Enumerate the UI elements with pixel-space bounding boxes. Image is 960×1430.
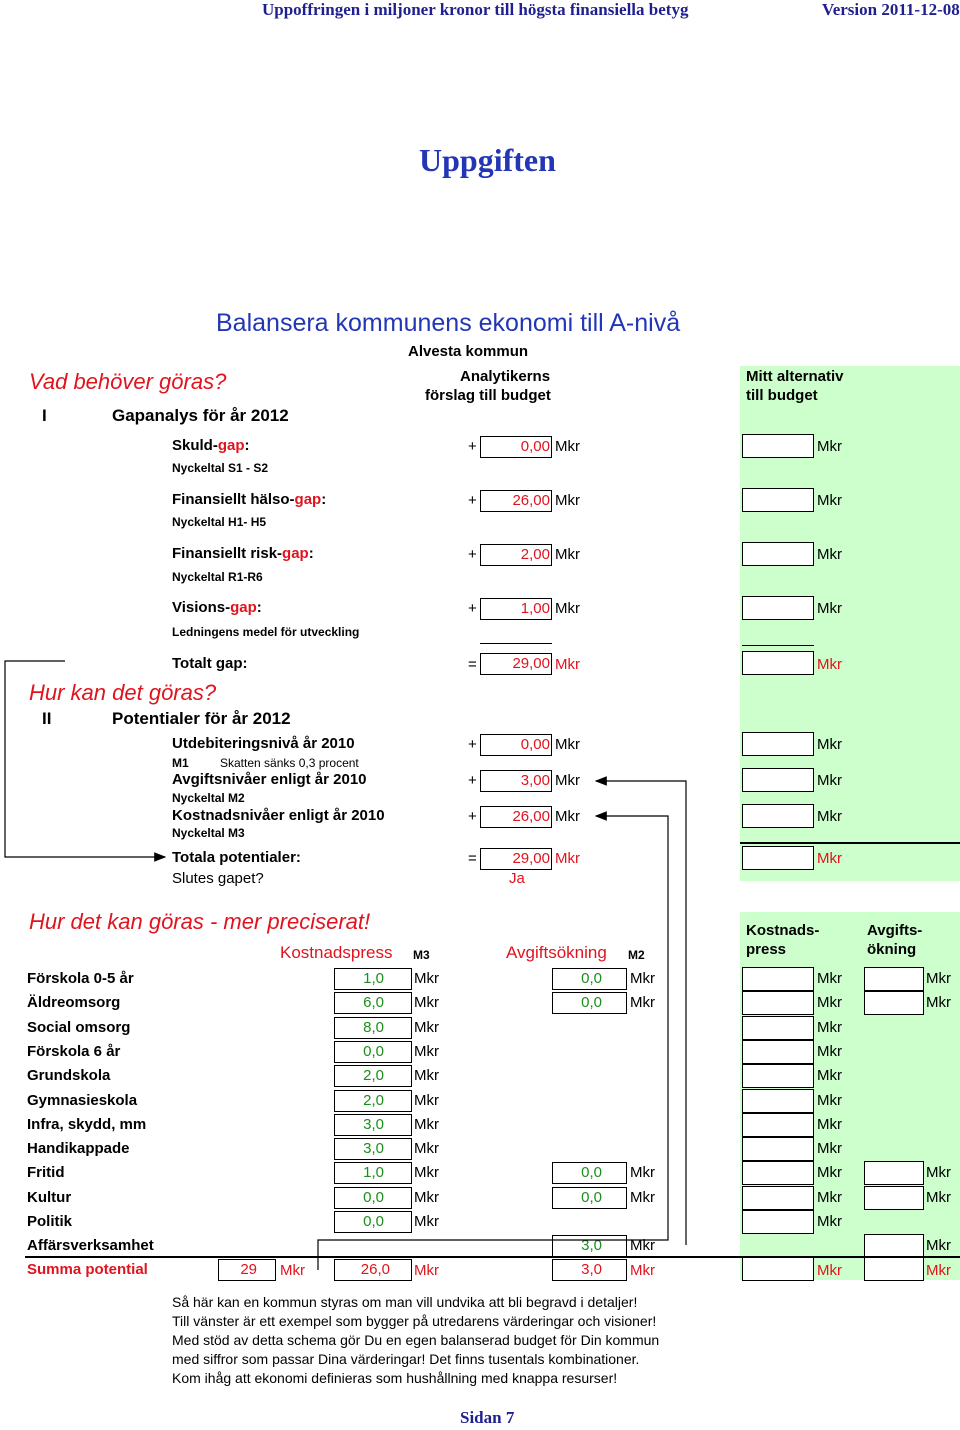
cost-unit: Mkr [414, 1019, 439, 1036]
note-line: Så här kan en kommun styras om man vill undvika att bli begravd i detaljer! [172, 1294, 638, 1310]
gap-sub: Nyckeltal S1 - S2 [172, 461, 269, 475]
detail-label: Förskola 0-5 år [27, 970, 134, 987]
fee-unit: Mkr [630, 1189, 655, 1206]
fee-unit: Mkr [630, 994, 655, 1011]
detail-label: Politik [27, 1213, 73, 1230]
sum-cost-unit: Mkr [414, 1262, 439, 1279]
cost-value: 3,0 [363, 1140, 384, 1157]
my-fee-unit: Mkr [926, 994, 951, 1011]
my-cost-unit: Mkr [817, 1019, 842, 1036]
m2-label: Nyckeltal M2 [172, 791, 245, 805]
fee-value: 0,0 [581, 1164, 602, 1181]
total-potential-op: = [468, 850, 477, 867]
gap-unit: Mkr [555, 600, 580, 617]
page-number: Sidan 7 [460, 1408, 515, 1427]
gap-value: 0,00 [520, 438, 550, 455]
section1-question: Vad behöver göras? [29, 369, 227, 394]
detail-label: Fritid [27, 1164, 65, 1181]
gap-unit: Mkr [555, 438, 580, 455]
my-potential-unit: Mkr [817, 808, 842, 825]
col-fee-code: M2 [628, 948, 645, 962]
header-title: Uppoffringen i miljoner kronor till högsta finansiella betyg [262, 0, 689, 19]
gap-colon: : [308, 545, 314, 562]
my-sum-fee-unit: Mkr [926, 1262, 951, 1279]
potential-value: 3,00 [520, 772, 550, 789]
potential-value: 26,00 [512, 808, 550, 825]
detail-label: Affärsverksamhet [27, 1237, 154, 1254]
col-my-fee-2: ökning [867, 941, 917, 958]
my-cost-unit: Mkr [817, 1043, 842, 1060]
gap-colon: : [321, 491, 327, 508]
fee-value: 0,0 [581, 970, 602, 987]
detail-label: Äldreomsorg [27, 994, 121, 1011]
m1-code: M1 [172, 756, 189, 770]
potential-value: 0,00 [520, 736, 550, 753]
section1-roman: I [42, 406, 47, 425]
gap-colon: : [256, 599, 262, 616]
col-my-fee-1: Avgifts- [867, 922, 923, 939]
cost-unit: Mkr [414, 1164, 439, 1181]
m1-text: Skatten sänks 0,3 procent [220, 756, 359, 770]
my-cost-unit: Mkr [817, 1092, 842, 1109]
detail-label: Förskola 6 år [27, 1043, 121, 1060]
gap-sub: Nyckeltal R1-R6 [172, 570, 263, 584]
cost-unit: Mkr [414, 970, 439, 987]
my-gap-unit: Mkr [817, 546, 842, 563]
my-fee-unit: Mkr [926, 970, 951, 987]
cost-unit: Mkr [414, 1092, 439, 1109]
gap-value: 1,00 [520, 600, 550, 617]
cost-value: 2,0 [363, 1067, 384, 1084]
cost-unit: Mkr [414, 1189, 439, 1206]
gap-to-potential-arrow [5, 661, 165, 857]
my-fee-unit: Mkr [926, 1189, 951, 1206]
potential-op: + [468, 736, 477, 753]
my-cost-unit: Mkr [817, 1140, 842, 1157]
col-my-cost-2: press [746, 941, 787, 958]
sum-total-unit: Mkr [280, 1262, 305, 1279]
gap-closed-label: Slutes gapet? [172, 870, 264, 887]
cost-value: 1,0 [363, 970, 384, 987]
total-gap-label: Totalt gap: [172, 655, 248, 672]
cost-unit: Mkr [414, 994, 439, 1011]
gap-value: 2,00 [520, 546, 550, 563]
sum-fee-value: 3,0 [581, 1261, 602, 1278]
total-potential-value: 29,00 [512, 850, 550, 867]
my-cost-unit: Mkr [817, 1213, 842, 1230]
col-my-cost-1: Kostnads- [746, 922, 820, 939]
section1-title: Gapanalys för år 2012 [112, 406, 289, 425]
section2-title: Potentialer för år 2012 [112, 709, 291, 728]
gap-value: 26,00 [512, 492, 550, 509]
section2-question: Hur kan det göras? [29, 680, 217, 705]
cost-value: 6,0 [363, 994, 384, 1011]
main-title: Balansera kommunens ekonomi till A-nivå [216, 309, 681, 337]
note-line: med siffror som passar Dina värderingar! Det finns tusentals kombinationer. [172, 1351, 640, 1367]
gap-label: Visions- [172, 599, 231, 616]
fee-value: 3,0 [581, 1237, 602, 1254]
gap-colon: : [244, 437, 250, 454]
cost-unit: Mkr [414, 1067, 439, 1084]
col-mine-1: Mitt alternativ [746, 368, 844, 385]
gap-op: + [468, 492, 477, 509]
sum-fee-unit: Mkr [630, 1262, 655, 1279]
my-sum-cost-unit: Mkr [817, 1262, 842, 1279]
total-potential-label: Totala potentialer: [172, 849, 301, 866]
potential-label: Kostnadsnivåer enligt år 2010 [172, 807, 385, 824]
cost-value: 0,0 [363, 1213, 384, 1230]
detail-label: Social omsorg [27, 1019, 131, 1036]
cost-unit: Mkr [414, 1043, 439, 1060]
potential-op: + [468, 772, 477, 789]
my-cost-unit: Mkr [817, 1164, 842, 1181]
my-total-potential-unit: Mkr [817, 850, 842, 867]
col-mine-2: till budget [746, 387, 818, 404]
cost-value: 2,0 [363, 1092, 384, 1109]
fee-link-arrow [596, 781, 686, 1245]
fee-unit: Mkr [630, 1237, 655, 1254]
my-potential-unit: Mkr [817, 772, 842, 789]
fee-value: 0,0 [581, 1189, 602, 1206]
gap-label: Skuld- [172, 437, 218, 454]
note-line: Till vänster är ett exempel som bygger på utredarens värderingar och visioner! [172, 1313, 657, 1329]
fee-unit: Mkr [630, 970, 655, 987]
cost-value: 3,0 [363, 1116, 384, 1133]
col-cost-title: Kostnadspress [280, 943, 393, 962]
cost-link-arrow [318, 816, 668, 1270]
fee-value: 0,0 [581, 994, 602, 1011]
cost-unit: Mkr [414, 1116, 439, 1133]
potential-label: Utdebiteringsnivå år 2010 [172, 735, 355, 752]
total-gap-op: = [468, 656, 477, 673]
col-analyst-1: Analytikerns [460, 368, 551, 385]
my-cost-unit: Mkr [817, 970, 842, 987]
detail-label: Handikappade [27, 1140, 130, 1157]
gap-word: gap [217, 437, 245, 454]
header-version: Version 2011-12-08 [822, 0, 960, 19]
potential-unit: Mkr [555, 808, 580, 825]
note-line: Kom ihåg att ekonomi definieras som hushållning med knappa resurser! [172, 1370, 618, 1386]
detail-label: Kultur [27, 1189, 72, 1206]
total-gap-value: 29,00 [512, 655, 550, 672]
note-line: Med stöd av detta schema gör Du en egen balanserad budget för Din kommun [172, 1332, 660, 1348]
gap-word: gap [230, 599, 257, 616]
gap-sub: Ledningens medel för utveckling [172, 625, 360, 639]
total-gap-unit: Mkr [555, 656, 580, 673]
fee-unit: Mkr [630, 1164, 655, 1181]
my-gap-unit: Mkr [817, 438, 842, 455]
gap-op: + [468, 546, 477, 563]
gap-sub: Nyckeltal H1- H5 [172, 515, 267, 529]
gap-closed-value: Ja [509, 870, 525, 887]
col-fee-title: Avgiftsökning [506, 943, 607, 962]
my-fee-unit: Mkr [926, 1237, 951, 1254]
gap-unit: Mkr [555, 492, 580, 509]
gap-op: + [468, 438, 477, 455]
page-title: Uppgiften [419, 142, 556, 178]
total-potential-unit: Mkr [555, 850, 580, 867]
cost-value: 1,0 [363, 1164, 384, 1181]
potential-op: + [468, 808, 477, 825]
my-fee-unit: Mkr [926, 1164, 951, 1181]
potential-unit: Mkr [555, 772, 580, 789]
sum-cost-value: 26,0 [360, 1261, 390, 1278]
detail-label: Gymnasieskola [27, 1092, 138, 1109]
my-gap-unit: Mkr [817, 600, 842, 617]
gap-label: Finansiellt risk- [172, 545, 283, 562]
col-analyst-2: förslag till budget [425, 387, 551, 404]
col-cost-code: M3 [413, 948, 430, 962]
cost-value: 0,0 [363, 1043, 384, 1060]
cost-unit: Mkr [414, 1140, 439, 1157]
my-cost-unit: Mkr [817, 994, 842, 1011]
my-gap-unit: Mkr [817, 492, 842, 509]
section2-roman: II [42, 709, 52, 728]
cost-value: 8,0 [363, 1019, 384, 1036]
my-cost-unit: Mkr [817, 1067, 842, 1084]
my-potential-unit: Mkr [817, 736, 842, 753]
my-cost-unit: Mkr [817, 1116, 842, 1133]
gap-word: gap [294, 491, 322, 508]
sum-label: Summa potential [27, 1261, 148, 1278]
gap-unit: Mkr [555, 546, 580, 563]
gap-label: Finansiellt hälso- [172, 491, 295, 508]
detail-label: Infra, skydd, mm [27, 1116, 147, 1133]
m3-label: Nyckeltal M3 [172, 826, 245, 840]
potential-label: Avgiftsnivåer enligt år 2010 [172, 771, 367, 788]
detail-label: Grundskola [27, 1067, 111, 1084]
cost-value: 0,0 [363, 1189, 384, 1206]
gap-word: gap [282, 545, 309, 562]
gap-op: + [468, 600, 477, 617]
potential-unit: Mkr [555, 736, 580, 753]
cost-unit: Mkr [414, 1213, 439, 1230]
municipality: Alvesta kommun [408, 343, 529, 360]
my-cost-unit: Mkr [817, 1189, 842, 1206]
sum-total-value: 29 [240, 1261, 257, 1278]
section3-question: Hur det kan göras - mer preciserat! [29, 909, 371, 934]
my-total-gap-unit: Mkr [817, 656, 842, 673]
